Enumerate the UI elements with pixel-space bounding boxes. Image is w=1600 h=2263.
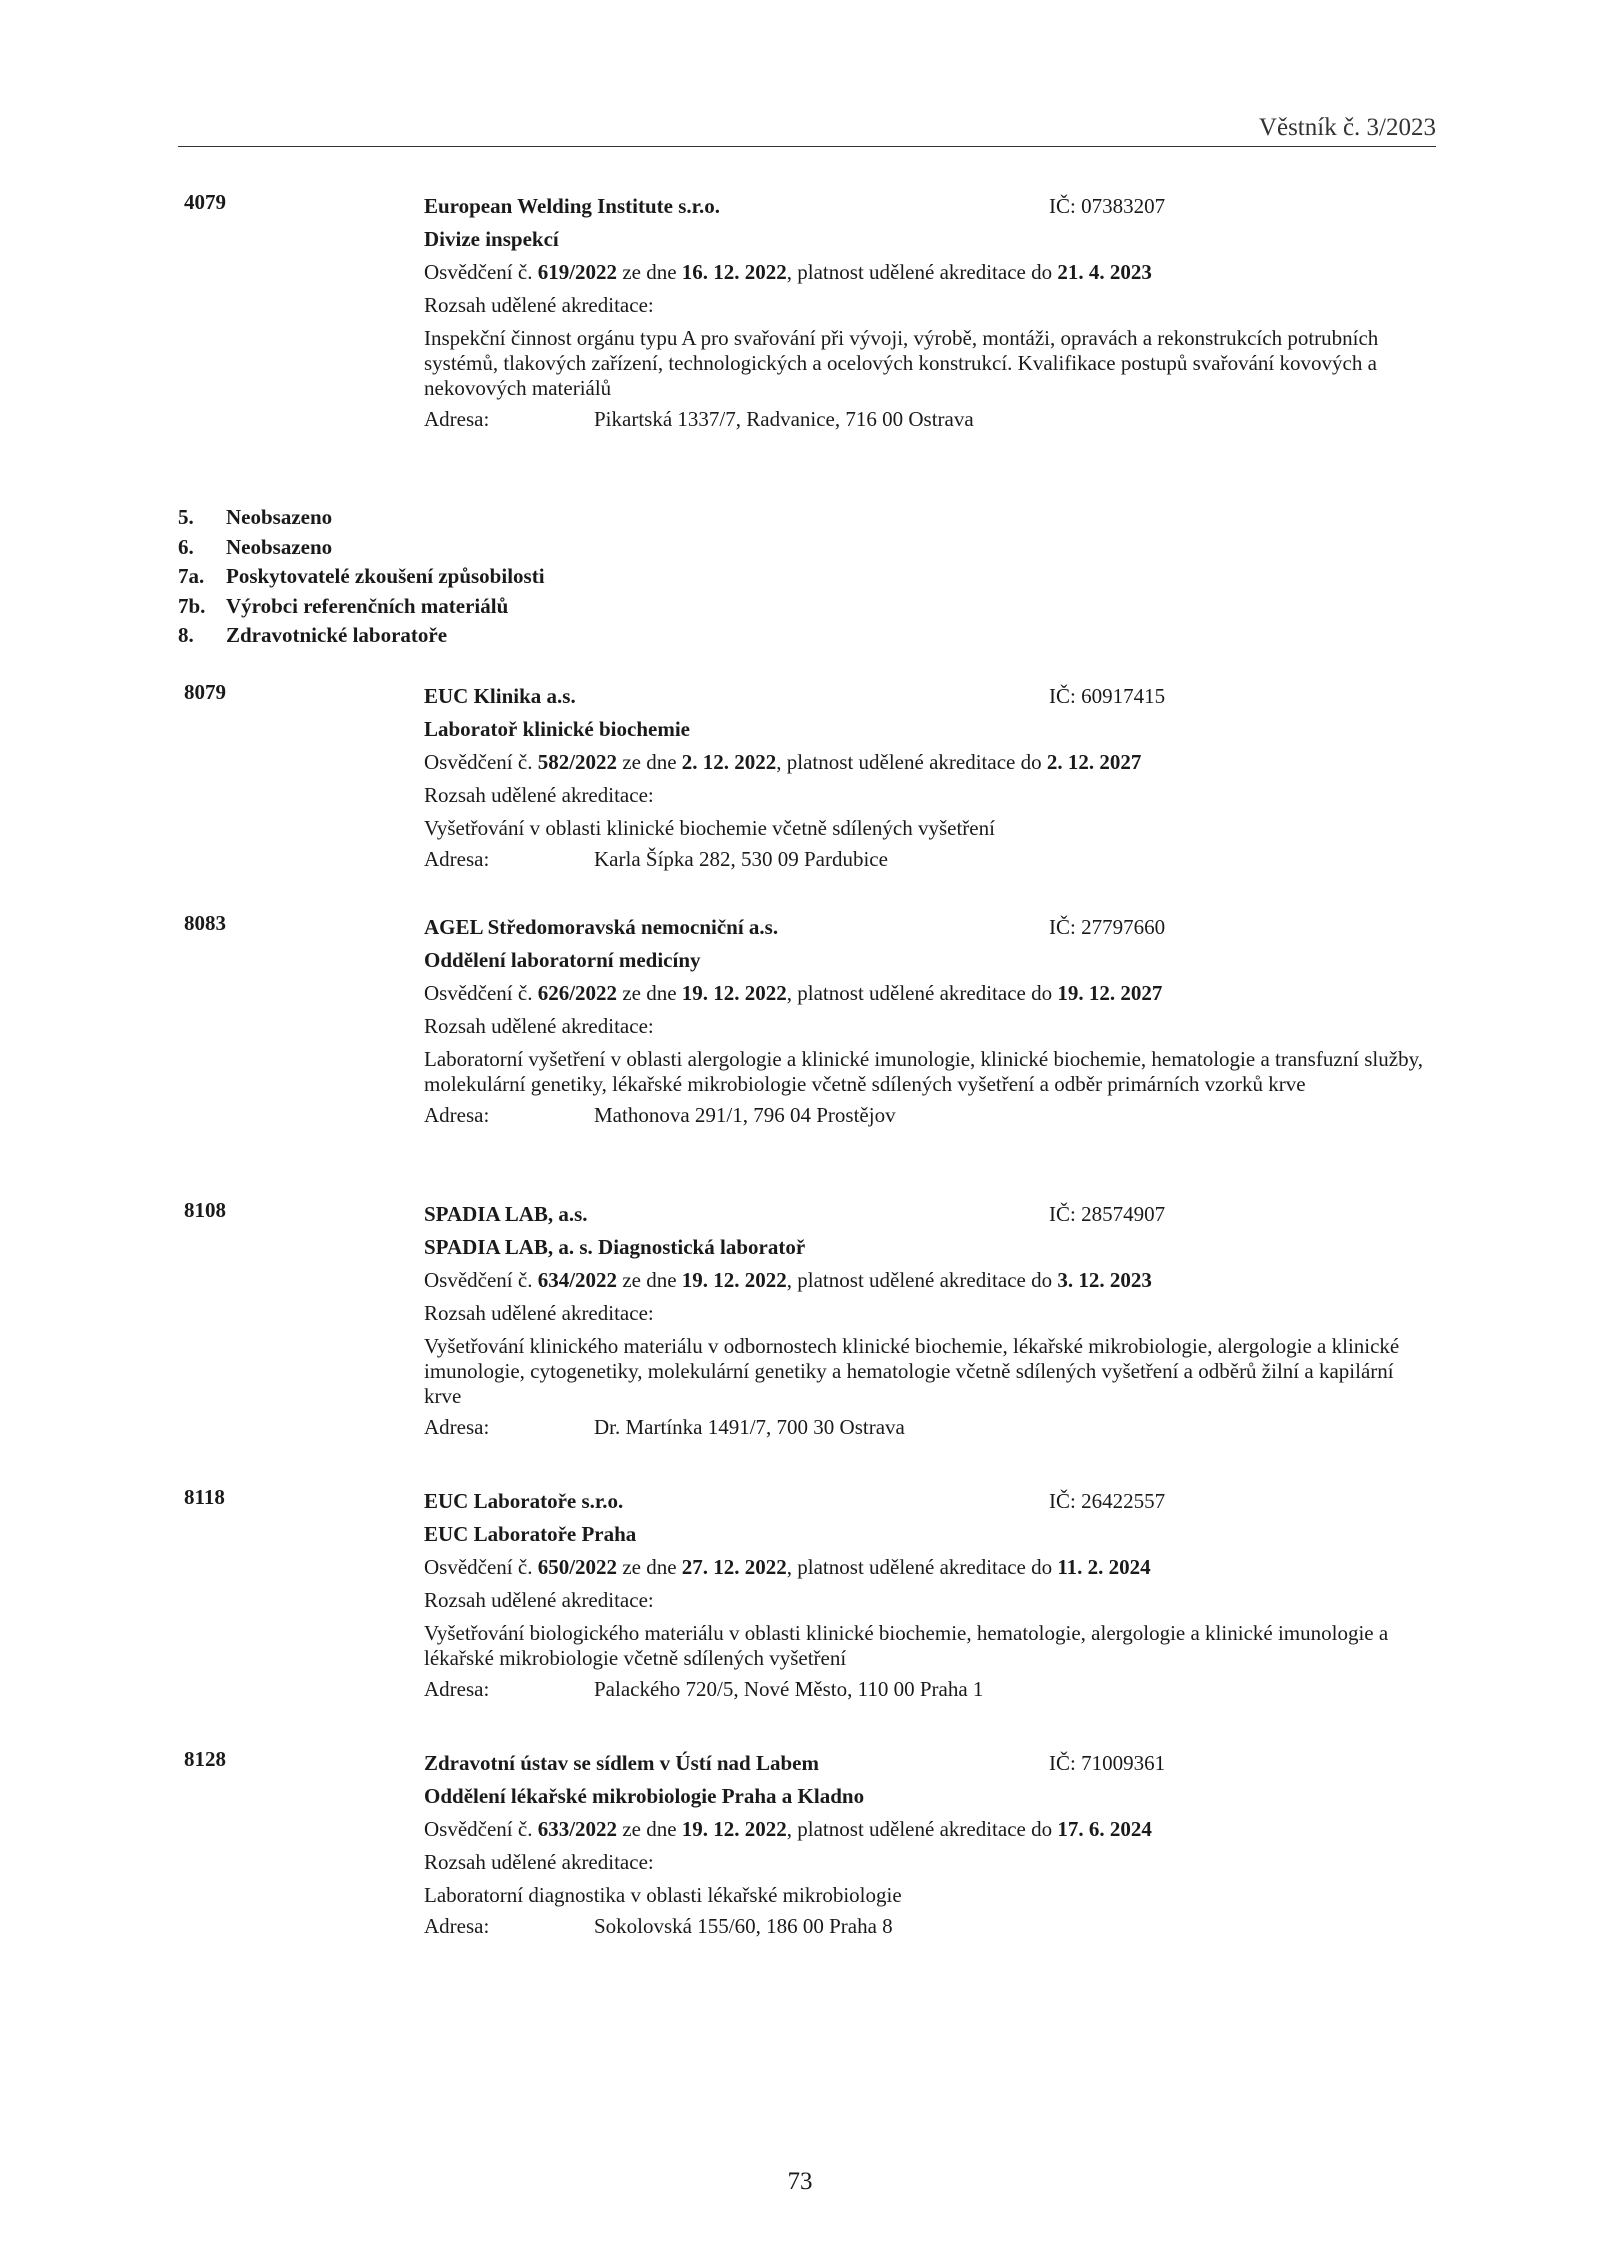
valid-until: 19. 12. 2027 [1057,981,1163,1005]
certificate-line [424,1264,1424,1297]
page-header-title: Věstník č. 3/2023 [1258,114,1436,141]
cert-number: 633/2022 [537,1817,618,1841]
scope-text: Vyšetřování klinického materiálu v odbornostech klinické biochemie, lékařské mikrobiologie, alergologie a klinické imunologie, cytogenetiky, molekulární genetiky a hematologie včetně sdílených vyšetření a odběrů žilní a kapilární krve [424,1334,1400,1408]
ic-number: IČ: 07383207 [1049,194,1166,218]
cert-number: 626/2022 [537,981,618,1005]
cert-date: 2. 12. 2022 [681,750,777,774]
address-label: Adresa: [424,1914,490,1938]
department-name: EUC Laboratoře Praha [424,1522,637,1546]
department-name: Oddělení lékařské mikrobiologie Praha a Kladno [424,1784,865,1808]
entry-number: 8083 [184,911,226,935]
department-name: Laboratoř klinické biochemie [424,717,690,741]
department-name: Divize inspekcí [424,227,559,251]
cert-date-label: ze dne [617,1555,682,1579]
cert-date: 27. 12. 2022 [681,1555,787,1579]
scope-text: Laboratorní vyšetření v oblasti alergologie a klinické imunologie, klinické biochemie, hematologie a transfuzní služby, molekulární genetiky, lékařské mikrobiologie včetně sdílených vyšetření a odběr primárních vzorků krve [424,1047,1423,1096]
cert-date-label: ze dne [617,1268,682,1292]
section-index: 5. [178,505,194,529]
valid-until: 21. 4. 2023 [1057,260,1152,284]
validity-label: , platnost udělené akreditace do [786,1268,1058,1292]
address-line [424,843,1424,876]
entry-body [424,1747,1424,1943]
validity-label: , platnost udělené akreditace do [786,1555,1058,1579]
valid-until: 11. 2. 2024 [1057,1555,1151,1579]
org-name: European Welding Institute s.r.o. [424,194,721,218]
cert-date: 19. 12. 2022 [681,981,787,1005]
scope-label: Rozsah udělené akreditace: [424,1850,654,1874]
cert-prefix: Osvědčení č. [424,981,538,1005]
cert-prefix: Osvědčení č. [424,1268,538,1292]
cert-date-label: ze dne [617,981,682,1005]
section-item [178,562,545,592]
valid-until: 3. 12. 2023 [1057,1268,1152,1292]
org-name: AGEL Středomoravská nemocniční a.s. [424,915,779,939]
entry-org-line [424,1485,1424,1518]
section-list [178,503,545,651]
entry-org-line [424,190,1424,223]
entry-number: 8079 [184,680,226,704]
cert-date: 19. 12. 2022 [681,1817,787,1841]
department-name: Oddělení laboratorní medicíny [424,948,701,972]
section-index: 6. [178,534,194,559]
entry-number: 8108 [184,1198,226,1222]
entry-org-line [424,680,1424,713]
cert-prefix: Osvědčení č. [424,1555,538,1579]
scope-text: Inspekční činnost orgánu typu A pro svařování při vývoji, výrobě, montáži, opravách a rekonstrukcích potrubních systémů, tlakových zařízení, technologických a ocelových konstrukcí. Kvalifikace postupů svařování kovových a nekovových materiálů [424,326,1379,400]
cert-prefix: Osvědčení č. [424,750,538,774]
address-label: Adresa: [424,1677,490,1701]
section-title: Výrobci referenčních materiálů [226,593,509,618]
scope-label: Rozsah udělené akreditace: [424,293,654,317]
org-name: EUC Klinika a.s. [424,684,576,708]
validity-label: , platnost udělené akreditace do [776,750,1047,774]
section-item [178,621,545,651]
cert-number: 634/2022 [537,1268,618,1292]
ic-number: IČ: 27797660 [1049,915,1166,939]
address-label: Adresa: [424,1415,490,1439]
section-index: 7b. [178,593,206,618]
cert-prefix: Osvědčení č. [424,1817,538,1841]
section-title: Neobsazeno [226,534,333,559]
org-name: SPADIA LAB, a.s. [424,1202,588,1226]
certificate-line [424,256,1424,289]
ic-number: IČ: 28574907 [1049,1202,1166,1226]
address-label: Adresa: [424,407,490,431]
department-name: SPADIA LAB, a. s. Diagnostická laboratoř [424,1235,806,1259]
validity-label: , platnost udělené akreditace do [786,1817,1058,1841]
address-value: Mathonova 291/1, 796 04 Prostějov [594,1103,896,1127]
org-name: Zdravotní ústav se sídlem v Ústí nad Labem [424,1751,819,1775]
ic-number: IČ: 71009361 [1049,1751,1166,1775]
ic-number: IČ: 26422557 [1049,1489,1166,1513]
cert-date: 16. 12. 2022 [681,260,787,284]
cert-date-label: ze dne [617,1817,682,1841]
section-item [178,592,545,622]
scope-text: Vyšetřování v oblasti klinické biochemie včetně sdílených vyšetření [424,816,995,840]
entry-body [424,1198,1424,1444]
certificate-line [424,746,1424,779]
address-line [424,1411,1424,1444]
ic-number: IČ: 60917415 [1049,684,1166,708]
address-value: Pikartská 1337/7, Radvanice, 716 00 Ostrava [594,407,974,431]
address-value: Karla Šípka 282, 530 09 Pardubice [594,847,888,871]
cert-date-label: ze dne [617,260,682,284]
certificate-line [424,1813,1424,1846]
entry-number: 8128 [184,1747,226,1771]
entry-body [424,911,1424,1132]
address-line [424,1910,1424,1943]
validity-label: , platnost udělené akreditace do [786,260,1058,284]
section-index: 7a. [178,564,205,588]
section-title: Neobsazeno [226,505,333,529]
scope-text: Vyšetřování biologického materiálu v oblasti klinické biochemie, hematologie, alergologie a klinické imunologie a lékařské mikrobiologie včetně sdílených vyšetření [424,1621,1389,1670]
section-title: Poskytovatelé zkoušení způsobilosti [226,564,545,588]
cert-date-label: ze dne [617,750,682,774]
address-value: Palackého 720/5, Nové Město, 110 00 Praha 1 [594,1677,984,1701]
entry-org-line [424,911,1424,944]
scope-text: Laboratorní diagnostika v oblasti lékařské mikrobiologie [424,1883,902,1907]
certificate-line [424,977,1424,1010]
cert-number: 619/2022 [537,260,618,284]
valid-until: 17. 6. 2024 [1057,1817,1152,1841]
section-title: Zdravotnické laboratoře [226,623,448,647]
section-index: 8. [178,623,194,647]
address-label: Adresa: [424,1103,490,1127]
entry-body [424,680,1424,876]
scope-label: Rozsah udělené akreditace: [424,1014,654,1038]
entry-org-line [424,1747,1424,1780]
entry-body [424,1485,1424,1706]
validity-label: , platnost udělené akreditace do [786,981,1058,1005]
scope-label: Rozsah udělené akreditace: [424,1301,654,1325]
entry-body [424,190,1424,436]
certificate-line [424,1551,1424,1584]
address-line [424,403,1424,436]
valid-until: 2. 12. 2027 [1046,750,1142,774]
org-name: EUC Laboratoře s.r.o. [424,1489,624,1513]
cert-number: 582/2022 [537,750,618,774]
cert-date: 19. 12. 2022 [681,1268,787,1292]
section-item [178,533,545,563]
address-value: Sokolovská 155/60, 186 00 Praha 8 [594,1914,893,1938]
page-number: 73 [787,2168,813,2195]
scope-label: Rozsah udělené akreditace: [424,1588,654,1612]
address-value: Dr. Martínka 1491/7, 700 30 Ostrava [594,1415,905,1439]
header-rule [178,146,1436,147]
scope-label: Rozsah udělené akreditace: [424,783,654,807]
address-line [424,1673,1424,1706]
address-line [424,1099,1424,1132]
entry-org-line [424,1198,1424,1231]
section-item [178,503,545,533]
entry-number: 8118 [184,1485,225,1509]
cert-number: 650/2022 [537,1555,618,1579]
address-label: Adresa: [424,847,490,871]
entry-number: 4079 [184,190,226,214]
cert-prefix: Osvědčení č. [424,260,538,284]
